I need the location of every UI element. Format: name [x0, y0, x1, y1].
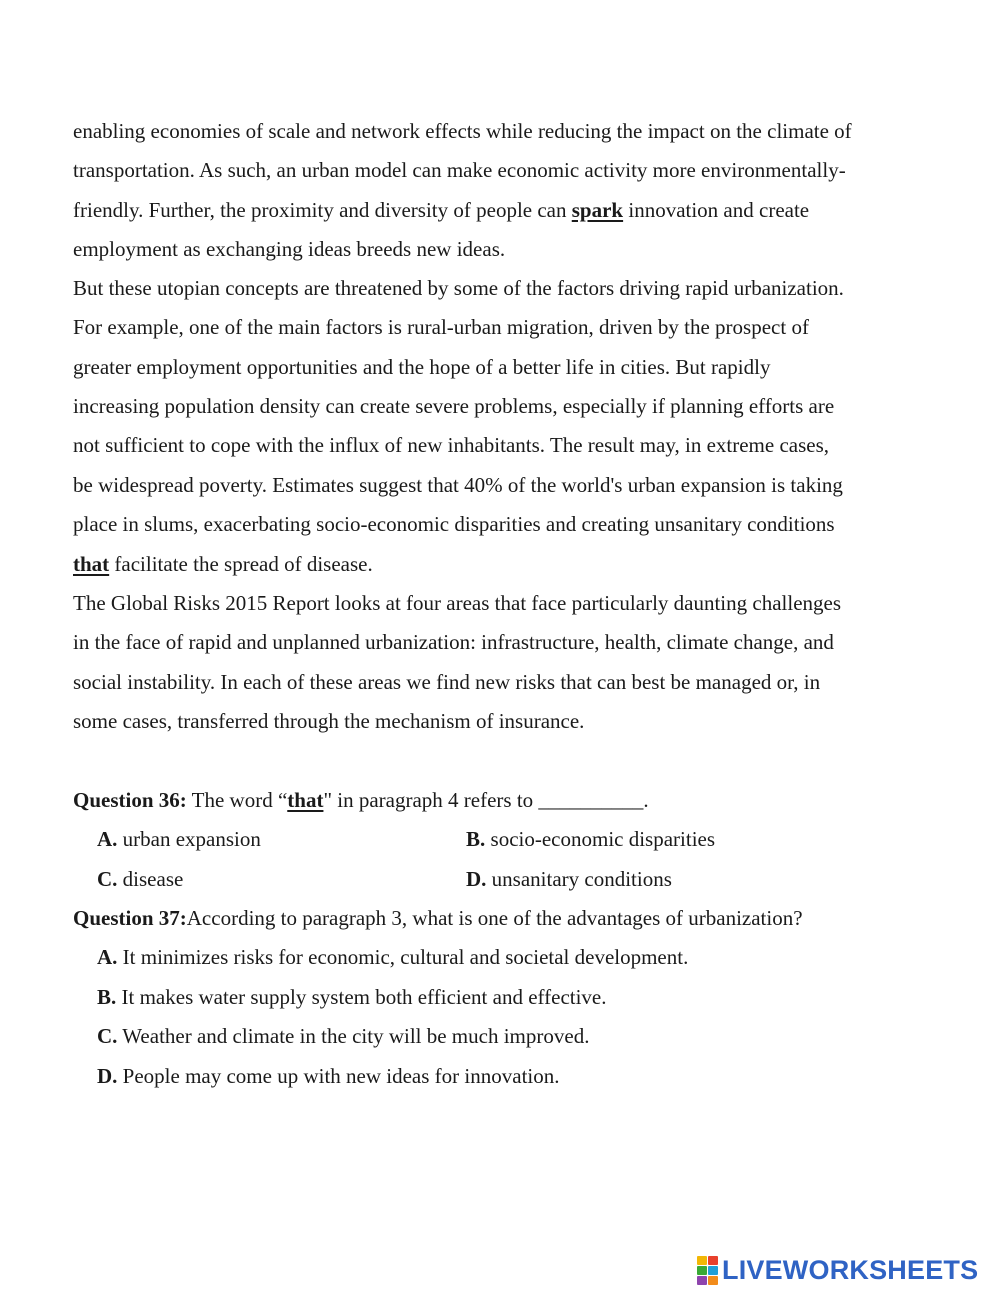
passage-line: increasing population density can create severe problems, especially if planning efforts are: [73, 394, 835, 418]
answer-option-a[interactable]: [97, 827, 261, 851]
option-text: Weather and climate in the city will be much improved.: [117, 1024, 590, 1048]
passage-line: enabling economies of scale and network effects while reducing the impact on the climate of: [73, 119, 852, 143]
logo-block: [697, 1256, 707, 1265]
passage-text: innovation and create: [623, 198, 810, 222]
logo-block: [708, 1266, 718, 1275]
highlighted-word-spark: spark: [571, 198, 624, 222]
logo-block: [708, 1256, 718, 1265]
passage-line: social instability. In each of these areas we find new risks that can best be managed or, in: [73, 670, 821, 694]
answer-option-d[interactable]: [97, 1064, 560, 1088]
option-letter: A.: [97, 945, 118, 969]
question-stem: [73, 788, 649, 812]
option-letter: A.: [97, 827, 118, 851]
passage-line: [73, 198, 809, 222]
logo-block: [697, 1266, 707, 1275]
referenced-word: that: [287, 788, 324, 812]
passage-line: But these utopian concepts are threatened by some of the factors driving rapid urbanization.: [73, 276, 844, 300]
option-letter: D.: [97, 1064, 118, 1088]
passage-line: some cases, transferred through the mechanism of insurance.: [73, 709, 585, 733]
passage-line: For example, one of the main factors is rural-urban migration, driven by the prospect of: [73, 315, 809, 339]
passage-line: in the face of rapid and unplanned urbanization: infrastructure, health, climate change, and: [73, 630, 834, 654]
answer-option-b[interactable]: [466, 827, 715, 851]
passage-line: greater employment opportunities and the hope of a better life in cities. But rapidly: [73, 355, 771, 379]
passage-line: [73, 552, 373, 576]
option-text: It minimizes risks for economic, cultural and societal development.: [117, 945, 689, 969]
option-text: unsanitary conditions: [486, 867, 672, 891]
logo-block: [708, 1276, 718, 1285]
answer-option-a[interactable]: [97, 945, 688, 969]
passage-line: transportation. As such, an urban model can make economic activity more environmentally-: [73, 158, 846, 182]
option-text: People may come up with new ideas for innovation.: [117, 1064, 560, 1088]
passage-line: be widespread poverty. Estimates suggest that 40% of the world's urban expansion is taking: [73, 473, 843, 497]
logo-text: LIVEWORKSHEETS: [722, 1254, 979, 1285]
question-label: Question 37:: [73, 906, 187, 930]
answer-option-c[interactable]: [97, 1024, 589, 1048]
answer-option-b[interactable]: [97, 985, 607, 1009]
passage-text: facilitate the spread of disease.: [109, 552, 373, 576]
option-text: urban expansion: [117, 827, 261, 851]
option-letter: B.: [97, 985, 117, 1009]
option-letter: D.: [466, 867, 487, 891]
logo-blocks-icon: [697, 1256, 718, 1285]
passage-line: not sufficient to cope with the influx of new inhabitants. The result may, in extreme cases,: [73, 433, 829, 457]
passage-line: place in slums, exacerbating socio-economic disparities and creating unsanitary conditions: [73, 512, 835, 536]
question-stem: [73, 906, 803, 930]
answer-option-c[interactable]: [97, 867, 183, 891]
option-letter: B.: [466, 827, 486, 851]
logo-block: [697, 1276, 707, 1285]
option-text: It makes water supply system both efficient and effective.: [116, 985, 607, 1009]
passage-text: friendly. Further, the proximity and diversity of people can: [73, 198, 572, 222]
question-label: Question 36:: [73, 788, 187, 812]
passage-line: employment as exchanging ideas breeds new ideas.: [73, 237, 506, 261]
passage-line: The Global Risks 2015 Report looks at four areas that face particularly daunting challenges: [73, 591, 842, 615]
highlighted-word-that: that: [73, 552, 110, 576]
option-text: disease: [117, 867, 184, 891]
liveworksheets-logo: [697, 1255, 978, 1285]
question-text: " in paragraph 4 refers to __________.: [323, 788, 649, 812]
question-text: The word “: [186, 788, 288, 812]
option-letter: C.: [97, 867, 118, 891]
option-text: socio-economic disparities: [485, 827, 716, 851]
answer-option-d[interactable]: [466, 867, 672, 891]
option-letter: C.: [97, 1024, 118, 1048]
question-text: According to paragraph 3, what is one of the advantages of urbanization?: [186, 906, 803, 930]
